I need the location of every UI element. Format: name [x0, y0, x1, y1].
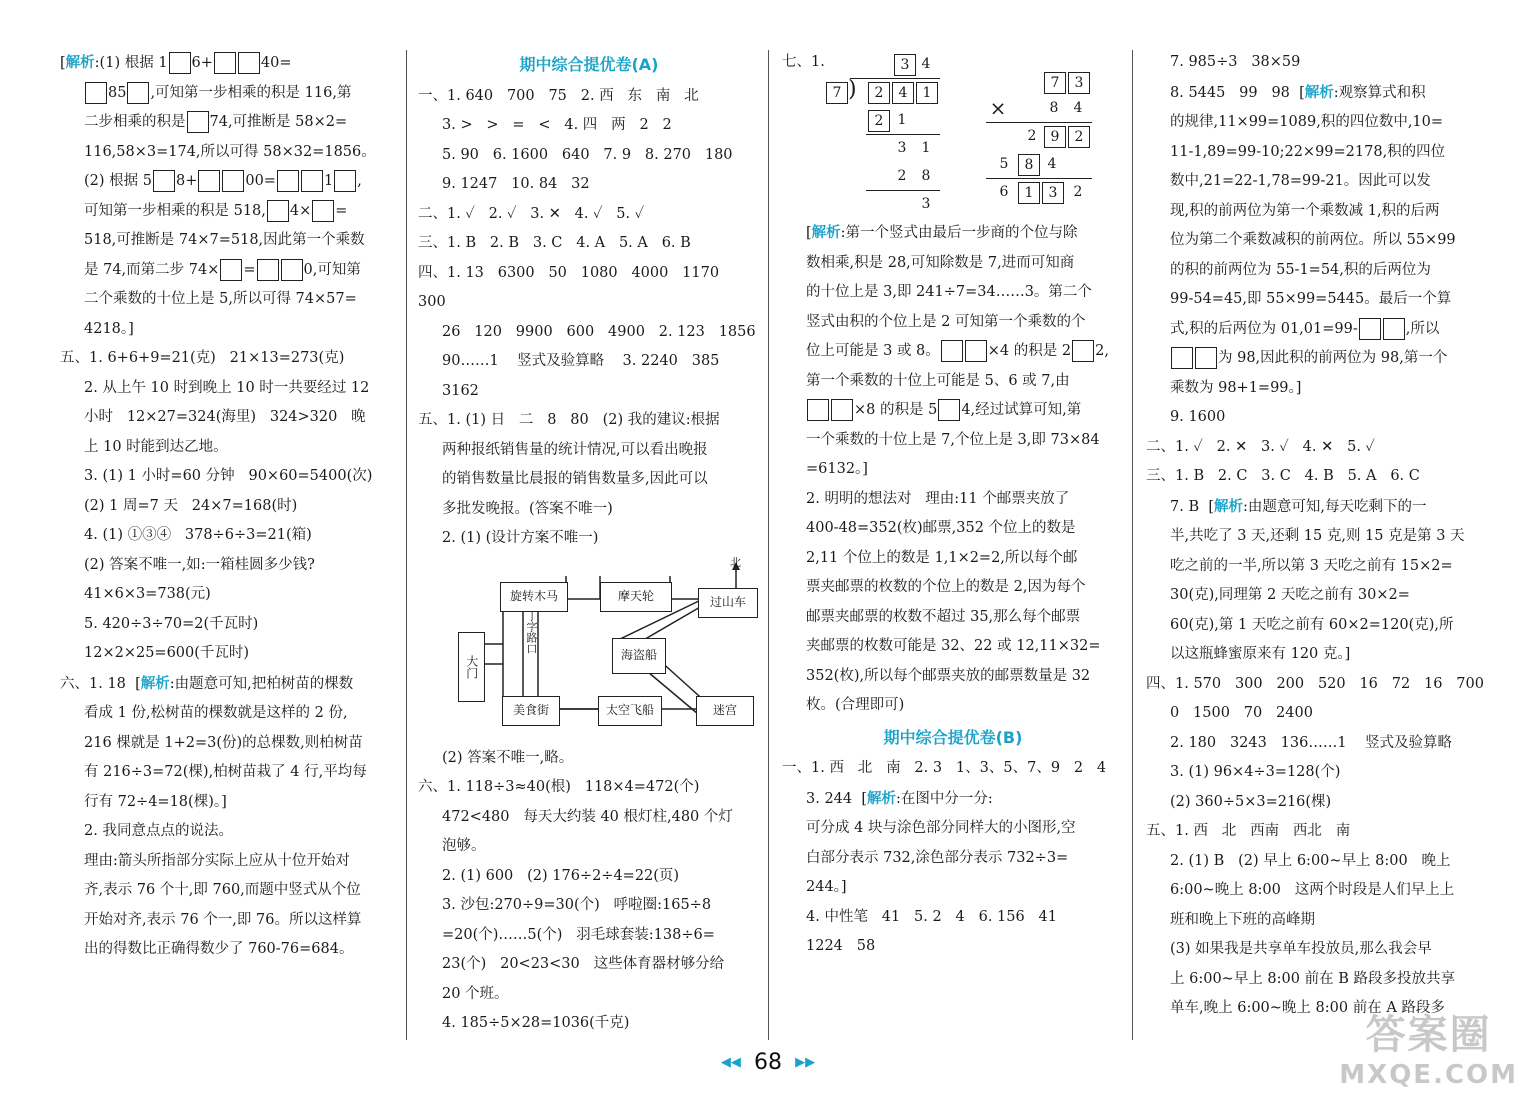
- answer-line: 位为第二个乘数减积的前两位。所以 55×99: [1170, 232, 1456, 248]
- partial-digit: 9: [1044, 126, 1066, 148]
- answer-line: 41×6×3=738(元): [84, 586, 211, 602]
- answer-line: 半,共吃了 3 天,还剩 15 克,则 15 克是第 3 天: [1170, 528, 1465, 544]
- answer-line: 单车,晚上 6:00~晚上 8:00 前在 A 路段多: [1170, 1000, 1445, 1016]
- answer-line: 30(克),同理第 2 天吃之前有 30×2=: [1170, 587, 1410, 603]
- column-divider: [768, 50, 769, 1040]
- north-label: 北: [730, 555, 741, 569]
- dividend-digit: 1: [916, 82, 938, 104]
- answer-line: 第一个乘数的十位上可能是 5、6 或 7,由: [806, 372, 1070, 389]
- answer-line: 式,积的后两位为 01,01=99- ,所以: [1146, 315, 1492, 345]
- answer-line: 邮票夹邮票的枚数不超过 35,那么每个邮票: [806, 608, 1081, 625]
- answer-line: (3) 如果我是共享单车投放员,那么我会早: [1170, 941, 1432, 957]
- answer-line: [解析:第一个竖式由最后一步商的个位与除: [806, 224, 1078, 241]
- answer-line: (2) 1 周=7 天 24×7=168(时): [84, 497, 298, 514]
- answer-line: 上 10 时能到达乙地。: [84, 438, 228, 455]
- answer-line: =6132。]: [806, 461, 868, 477]
- final-remainder: 3: [921, 196, 931, 212]
- answer-line: (2) 根据 5 8+ 00= 1 ,: [60, 167, 400, 197]
- answer-line: ×8 的积是 5 4,经过试算可知,第: [782, 396, 1124, 426]
- answer-line: 数相乘,积是 28,可知除数是 7,进而可知商: [806, 254, 1075, 271]
- answer-line: 4. 185÷5×28=1036(千克): [442, 1015, 630, 1031]
- park-route-diagram: [418, 554, 760, 744]
- answer-line: 行有 72÷4=18(棵)。]: [84, 793, 227, 810]
- answer-line: 枚。(合理即可): [806, 697, 905, 713]
- answer-line: 2. 从上午 10 时到晚上 10 时一共要经过 12: [84, 379, 370, 396]
- page-footer: [0, 1050, 1536, 1075]
- blank-box: [277, 170, 299, 192]
- product-digit: 2: [897, 168, 907, 184]
- station-pirate-ship: 海盗船: [612, 638, 666, 674]
- answer-line: 216 棵就是 1+2=3(份)的总棵数,则柏树苗: [84, 734, 363, 751]
- watermark-url: MXQE.COM: [1339, 1060, 1518, 1090]
- answer-line: 2,11 个位上的数是 1,1×2=2,所以每个邮: [806, 549, 1078, 566]
- answer-line: 白部分表示 732,涂色部分表示 732÷3=: [806, 849, 1069, 866]
- answer-line: 看成 1 份,松树苗的棵数就是这样的 2 份,: [84, 705, 348, 721]
- answer-line: 2. 180 3243 136……1 竖式及验算略: [1170, 734, 1453, 751]
- answer-line: 开始对齐,表示 76 个一,即 76。所以这样算: [84, 911, 362, 928]
- answer-line: 数中,21=22-1,78=99-21。因此可以发: [1170, 173, 1431, 189]
- answer-line: 五、1. 西 北 西南 西北 南: [1146, 823, 1351, 839]
- answer-line: 五、1. (1) 日 二 8 80 (2) 我的建议:根据: [418, 412, 720, 428]
- answer-line: 二、1. ✓ 2. ✕ 3. ✓ 4. ✕ 5. ✓: [1146, 438, 1375, 455]
- answer-line: 2. (1) B (2) 早上 6:00~早上 8:00 晚上: [1170, 852, 1451, 869]
- blank-box: [169, 52, 191, 74]
- blank-box: [1171, 347, 1193, 369]
- blank-box: [127, 82, 149, 104]
- answer-line: 3. (1) 1 小时=60 分钟 90×60=5400(次): [84, 468, 373, 484]
- question-label: 七、1.: [782, 54, 825, 70]
- analysis-tag: 解析: [811, 224, 841, 241]
- station-roller-coaster: 过山车: [698, 588, 758, 618]
- answer-line: 400-48=352(枚)邮票,352 个位上的数是: [806, 520, 1076, 536]
- answer-line: 出的得数比正确得数少了 760-76=684。: [84, 941, 354, 957]
- partial-digit: 8: [1018, 154, 1040, 176]
- answer-line: 可知第一步相乘的积是 518, 4× =: [60, 197, 400, 227]
- blank-box: [238, 52, 260, 74]
- product-line: [986, 178, 1092, 179]
- product-digit: 2: [868, 110, 890, 132]
- answer-block: [418, 82, 760, 554]
- multiplicand-digit: 7: [1044, 72, 1066, 94]
- multiplier-digit: 8: [1049, 100, 1059, 116]
- blank-box: [220, 259, 242, 281]
- answer-line: 12×2×25=600(千瓦时): [84, 645, 250, 661]
- blank-box: [1383, 318, 1405, 340]
- blank-box: [198, 170, 220, 192]
- section-title: 期中综合提优卷(B): [883, 727, 1023, 747]
- answer-line: 齐,表示 76 个十,即 760,而题中竖式从个位: [84, 882, 361, 898]
- partial-digit: 2: [1068, 126, 1090, 148]
- answer-line: 上 6:00~早上 8:00 前在 B 路段多投放共享: [1170, 970, 1455, 987]
- answer-line: 的销售数量比晨报的销售数量多,因此可以: [442, 471, 708, 487]
- analysis-tag: 解析: [867, 789, 896, 807]
- station-ferris-wheel: 摩天轮: [600, 582, 672, 612]
- answer-line: 一、1. 640 700 75 2. 西 东 南 北: [418, 87, 699, 104]
- station-crossroad-label: 丁字路口: [525, 609, 538, 654]
- blank-box: [831, 399, 853, 421]
- column-divider: [1132, 50, 1133, 1040]
- answer-line: 四、1. 13 6300 50 1080 4000 1170 300: [418, 264, 733, 310]
- blank-box: [965, 340, 987, 362]
- answer-line: 9. 1247 10. 84 32: [442, 176, 590, 192]
- blank-box: [941, 340, 963, 362]
- answer-line: 472<480 每天大约装 40 根灯柱,480 个灯: [442, 808, 733, 825]
- blank-box: [222, 170, 244, 192]
- answer-column-1: [60, 48, 400, 965]
- answer-line: 吃之前的一半,所以第 3 天吃之前有 15×2=: [1170, 557, 1453, 574]
- blank-box: [1195, 347, 1217, 369]
- answer-line: 一个乘数的十位上是 7,个位上是 3,即 73×84: [806, 431, 1100, 448]
- answer-line: 3162: [442, 382, 479, 399]
- subtract-line: [866, 134, 940, 135]
- blank-box: [214, 52, 236, 74]
- answer-line: 多批发晚报。(答案不唯一): [442, 500, 613, 517]
- answer-column-4: [1146, 48, 1492, 1024]
- answer-line: 是 74,而第二步 74× = 0,可知第: [60, 256, 400, 286]
- answer-line: 的积的前两位为 55-1=54,积的后两位为: [1170, 261, 1431, 278]
- partial-digit: 2: [1027, 128, 1037, 144]
- answer-line: 的十位上是 3,即 241÷7=34……3。第二个: [806, 284, 1092, 300]
- blank-box: [938, 399, 960, 421]
- answer-line: 2. 我同意点点的说法。: [84, 823, 233, 839]
- watermark-logo: 答案圈: [1365, 1012, 1492, 1058]
- answer-line: 泡够。: [442, 838, 486, 854]
- answer-block: [418, 744, 760, 1039]
- quotient-digit: 3: [894, 54, 916, 76]
- answer-line: 可分成 4 块与涂色部分同样大的小图形,空: [806, 820, 1076, 836]
- answer-line: 两种报纸销售量的统计情况,可以看出晚报: [442, 441, 708, 458]
- answer-line: 竖式由积的个位上是 2 可知第一个乘数的个: [806, 313, 1086, 330]
- result-digit: 3: [1042, 182, 1064, 204]
- answer-line: 3. 沙包:270÷9=30(个) 呼啦圈:165÷8: [442, 897, 712, 913]
- multiplicand-digit: 3: [1068, 72, 1090, 94]
- answer-line: 六、1. 18 [解析:由题意可知,把柏树苗的棵数: [60, 674, 354, 692]
- answer-line: 四、1. 570 300 200 520 16 72 16 700: [1146, 675, 1484, 692]
- answer-line: 0 1500 70 2400: [1170, 705, 1313, 721]
- blank-box: [281, 259, 303, 281]
- remainder-digit: 1: [921, 140, 931, 156]
- product-digit: 1: [897, 112, 907, 128]
- result-digit: 2: [1073, 184, 1083, 200]
- answer-line: 班和晚上下班的高峰期: [1170, 911, 1315, 928]
- answer-line: 8. 5445 99 98 [解析:观察算式和积: [1170, 83, 1426, 101]
- blank-box: [85, 82, 107, 104]
- answer-line: 小时 12×27=324(海里) 324>320 晚: [84, 409, 366, 425]
- station-maze: 迷宫: [696, 696, 754, 726]
- answer-line: 6:00~晚上 8:00 这两个时段是人们早上上: [1170, 882, 1455, 898]
- blank-box: [334, 170, 356, 192]
- answer-line: 3. 244 [解析:在图中分一分:: [806, 789, 993, 807]
- answer-line: 4. (1) ①③④ 378÷6÷3=21(箱): [84, 527, 312, 543]
- section-title: 期中综合提优卷(A): [519, 55, 659, 74]
- answer-line: 90……1 竖式及验算略 3. 2240 385: [442, 353, 720, 369]
- answer-line: 理由:箭头所指部分实际上应从十位开始对: [84, 852, 350, 869]
- answer-line: 二、1. ✓ 2. ✓ 3. ✕ 4. ✓ 5. ✓: [418, 205, 645, 222]
- station-carousel: 旋转木马: [500, 582, 568, 612]
- answer-line: 116,58×3=174,所以可得 58×32=1856。: [84, 143, 376, 160]
- answer-line: 以这瓶蜂蜜原来有 120 克。]: [1170, 646, 1351, 662]
- watermark: [1339, 1003, 1518, 1090]
- answer-block: [782, 218, 1124, 721]
- answer-line: 7. B [解析:由题意可知,每天吃剩下的一: [1170, 497, 1427, 515]
- answer-line: 六、1. 118÷3≈40(根) 118×4=472(个): [418, 779, 700, 795]
- blank-box: [153, 170, 175, 192]
- answer-line: 5. 420÷3÷70=2(千瓦时): [84, 615, 259, 632]
- answer-line: 4. 中性笔 41 5. 2 4 6. 156 41: [806, 908, 1057, 925]
- divisor-digit: 7: [826, 82, 848, 104]
- answer-block: [782, 754, 1124, 962]
- answer-line: 2. (1) 600 (2) 176÷2÷4=22(页): [442, 867, 680, 884]
- station-gate: [458, 632, 485, 702]
- dividend-digit: 2: [868, 82, 890, 104]
- answer-line: 518,可推断是 74×7=518,因此第一个乘数: [84, 232, 365, 248]
- answer-line: 有 216÷3=72(棵),柏树苗栽了 4 行,平均每: [84, 764, 367, 780]
- answer-column-3: [782, 48, 1124, 962]
- blank-box: [301, 170, 323, 192]
- answer-line: 2. 明明的想法对 理由:11 个邮票夹放了: [806, 490, 1070, 507]
- analysis-tag: 解析: [65, 54, 95, 71]
- answer-line: 4218。]: [84, 320, 134, 337]
- answer-line: 11-1,89=99-10;22×99=2178,积的四位: [1170, 143, 1446, 160]
- answer-line: 60(克),第 1 天吃之前有 60×2=120(克),所: [1170, 616, 1454, 633]
- answer-line: 26 120 9900 600 4900 2. 123 1856: [442, 323, 756, 340]
- answer-line: (2) 360÷5×3=216(棵): [1170, 793, 1332, 810]
- answer-line: 352(枚),所以每个邮票夹放的邮票数量是 32: [806, 667, 1091, 684]
- answer-line: 票夹邮票的枚数的个位上的数是 2,因为每个: [806, 579, 1086, 595]
- subtract-line: [866, 190, 940, 191]
- blank-box: [267, 200, 289, 222]
- answer-line: 3. > > = < 4. 四 两 2 2: [442, 117, 672, 133]
- result-digit: 1: [1018, 182, 1040, 204]
- answer-line: 3. (1) 96×4÷3=128(个): [1170, 764, 1341, 780]
- answer-line: 9. 1600: [1170, 409, 1226, 425]
- answer-line: 244。]: [806, 879, 847, 895]
- answer-line: 5. 90 6. 1600 640 7. 9 8. 270 180: [442, 146, 733, 163]
- division-bracket: ): [848, 77, 857, 102]
- answer-line: 一、1. 西 北 南 2. 3 1、3、5、7、9 2 4: [782, 760, 1107, 776]
- blank-box: [1072, 340, 1094, 362]
- multiplier-digit: 4: [1073, 100, 1083, 116]
- blank-box: [1359, 318, 1381, 340]
- analysis-tag: 解析: [1213, 497, 1243, 515]
- answer-line: 20 个班。: [442, 985, 509, 1002]
- answer-line: 乘数为 98+1=99。]: [1170, 379, 1302, 396]
- answer-line: 的规律,11×99=1089,积的四位数中,10=: [1170, 114, 1444, 130]
- analysis-tag: 解析: [140, 674, 170, 692]
- answer-line: 1224 58: [806, 938, 876, 954]
- station-crossroad: [524, 610, 538, 658]
- product-digit: 8: [921, 168, 931, 184]
- answer-line: 7. 985÷3 38×59: [1170, 54, 1301, 70]
- answer-line: 三、1. B 2. B 3. C 4. A 5. A 6. B: [418, 235, 691, 251]
- times-sign: ×: [989, 96, 1007, 120]
- remainder-digit: 3: [897, 140, 907, 156]
- answer-line: =20(个)……5(个) 羽毛球套装:138÷6=: [442, 926, 715, 943]
- station-food-street: 美食街: [502, 696, 560, 726]
- answer-line: (2) 答案不唯一,略。: [442, 749, 574, 766]
- vertical-calculations: [782, 48, 1124, 218]
- answer-column-2: [418, 48, 760, 1039]
- analysis-tag: 解析: [1304, 83, 1334, 101]
- answer-line: 夹邮票的枚数可能是 32、22 或 12,11×32=: [806, 638, 1101, 654]
- answer-line: 位上可能是 3 或 8。 ×4 的积是 2 2,: [782, 337, 1124, 367]
- answer-line: 99-54=45,即 55×99=5445。最后一个算: [1170, 291, 1452, 307]
- answer-line: 二个乘数的十位上是 5,所以可得 74×57=: [84, 291, 357, 307]
- next-page-icon[interactable]: ▶▶: [795, 1055, 816, 1070]
- answer-line: (2) 答案不唯一,如:一箱桂圆多少钱?: [84, 556, 315, 573]
- blank-box: [257, 259, 279, 281]
- product-line: [986, 122, 1092, 123]
- blank-box: [807, 399, 829, 421]
- column-divider: [406, 50, 407, 1040]
- dividend-digit: 4: [892, 82, 914, 104]
- answer-line: 五、1. 6+6+9=21(克) 21×13=273(克): [60, 350, 345, 366]
- blank-box: [187, 111, 209, 133]
- division-bar: [850, 78, 940, 79]
- partial-digit: 4: [1047, 156, 1057, 172]
- station-spaceship: 太空飞船: [598, 696, 662, 726]
- answer-line: 85 ,可知第一步相乘的积是 116,第: [60, 79, 400, 109]
- answer-line: 二步相乘的积是 74,可推断是 58×2=: [60, 108, 400, 138]
- answer-line: [解析:(1) 根据 1 6+ 40=: [60, 48, 400, 79]
- answer-line: 现,积的前两位为第一个乘数减 1,积的后两: [1170, 202, 1440, 219]
- answer-line: 2. (1) (设计方案不唯一): [442, 530, 599, 546]
- quotient-digit: 4: [921, 56, 931, 72]
- page-number: 68: [754, 1050, 782, 1075]
- blank-box: [312, 200, 334, 222]
- partial-digit: 5: [999, 156, 1009, 172]
- answer-line: 为 98,因此积的前两位为 98,第一个: [1146, 344, 1492, 374]
- answer-line: 23(个) 20<23<30 这些体育器材够分给: [442, 956, 725, 972]
- prev-page-icon[interactable]: ◀◀: [720, 1055, 741, 1070]
- station-gate-label: 大门: [464, 654, 479, 679]
- result-digit: 6: [999, 184, 1009, 200]
- answer-line: 三、1. B 2. C 3. C 4. B 5. A 6. C: [1146, 468, 1420, 484]
